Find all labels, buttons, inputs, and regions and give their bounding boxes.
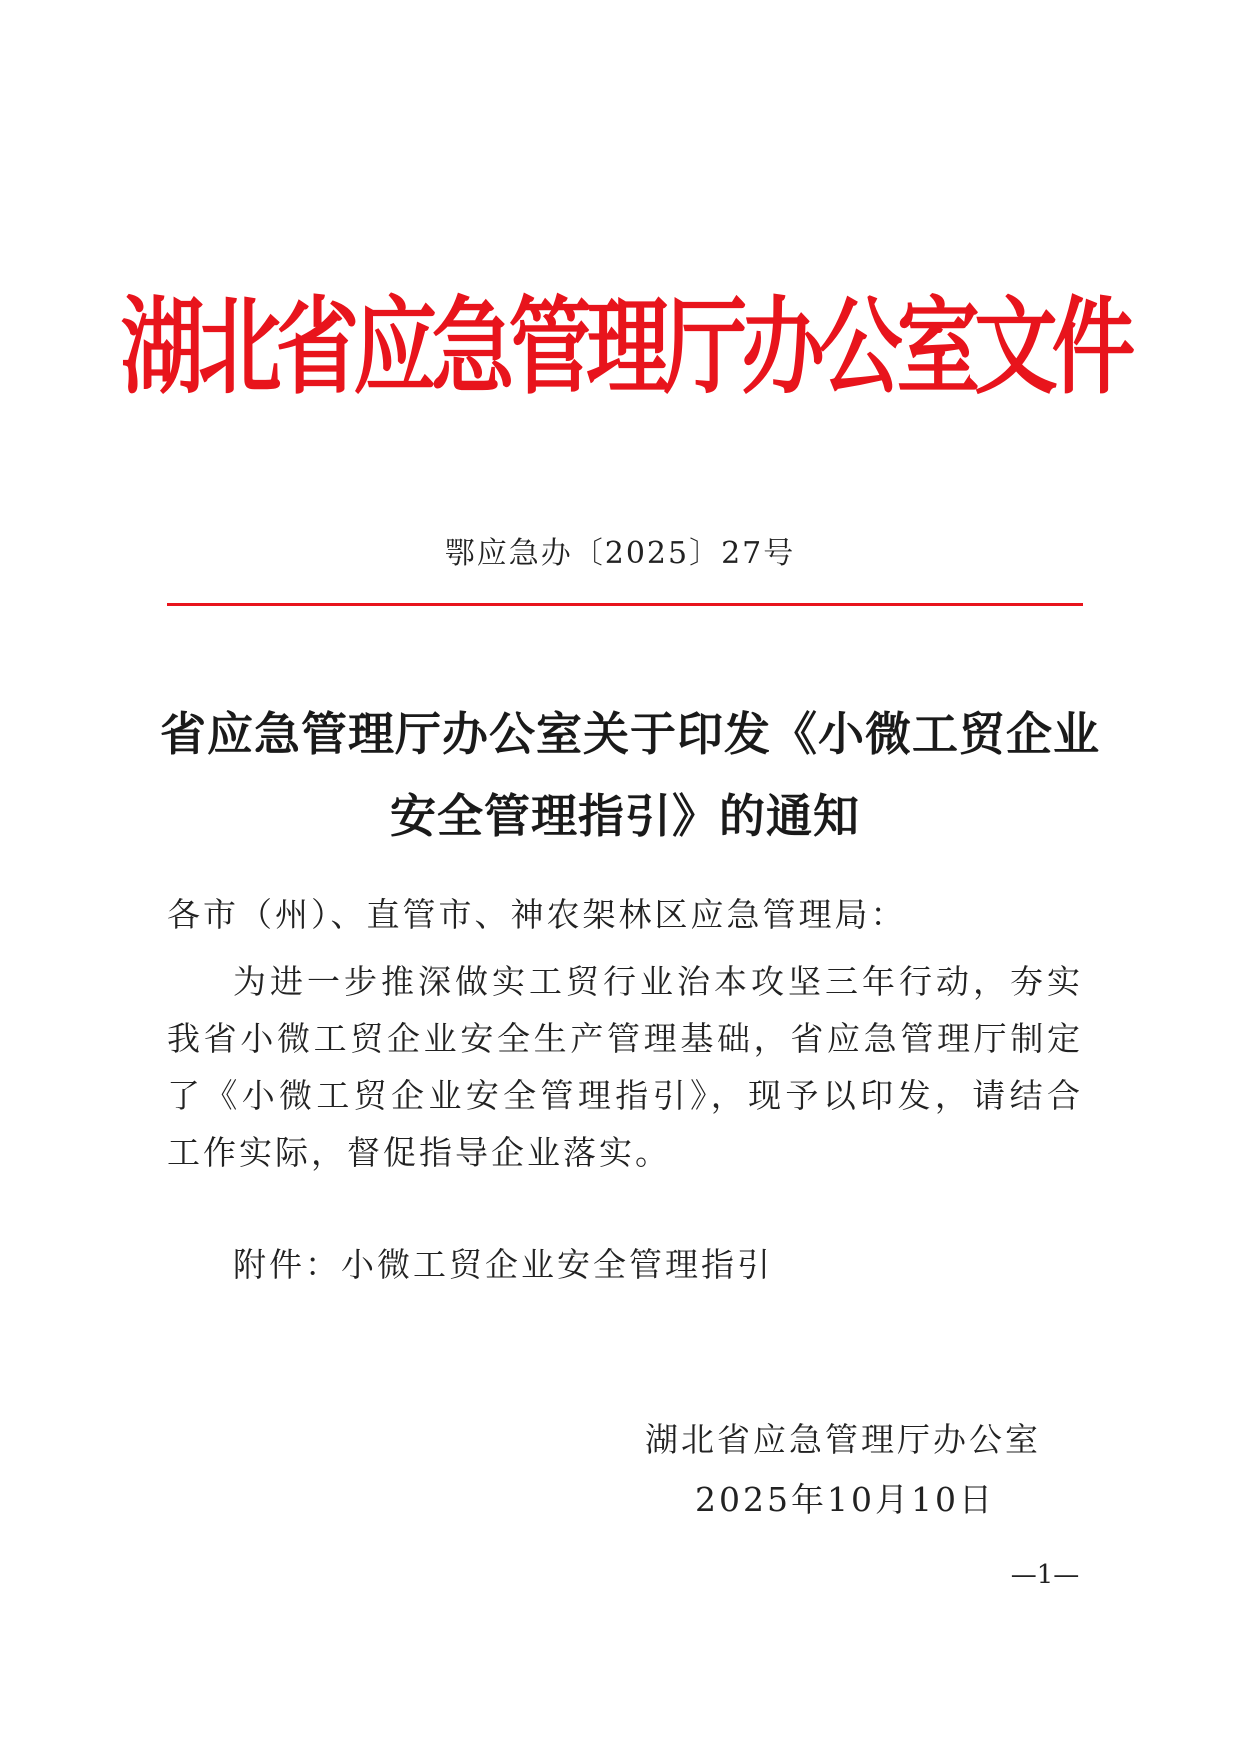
body-paragraph: 为进一步推深做实工贸行业治本攻坚三年行动，夯实我省小微工贸企业安全生产管理基础，省应急管理厅制定了《小微工贸企业安全管理指引》，现予以印发，请结合工作实际，督促指导企业落实。 <box>167 962 1083 1172</box>
notice-title-line-1: 省应急管理厅办公室关于印发《小微工贸企业 <box>160 707 1100 761</box>
masthead <box>120 283 1130 413</box>
signature-date: 2025年10月10日 <box>695 1480 995 1519</box>
notice-title-line-2: 安全管理指引》的通知 <box>390 789 860 843</box>
red-divider-rule <box>167 603 1083 606</box>
notice-title <box>160 693 1100 857</box>
masthead-title: 湖北省应急管理厅办公室文件 <box>120 287 1130 409</box>
document-number: 鄂应急办〔2025〕27号 <box>444 536 796 571</box>
salutation: 各市（州）、直管市、神农架林区应急管理局： <box>167 895 907 934</box>
signature-organization: 湖北省应急管理厅办公室 <box>645 1420 1041 1459</box>
page-number: —1— <box>1010 1560 1080 1590</box>
attachment-line: 附件：小微工贸企业安全管理指引 <box>233 1245 773 1284</box>
